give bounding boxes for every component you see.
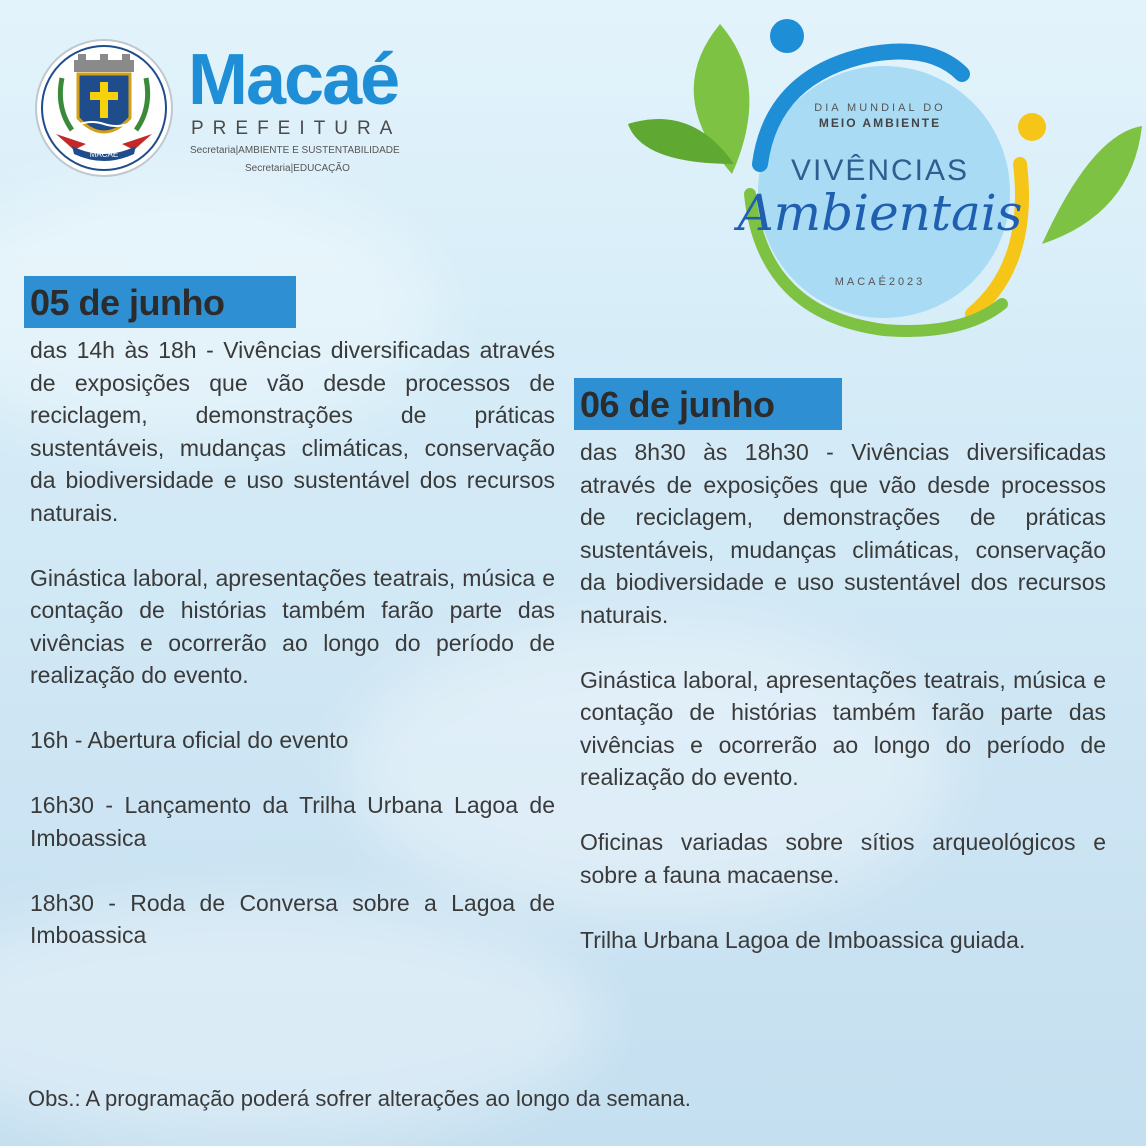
day1-date: 05 de junho xyxy=(30,282,225,323)
day1-paragraph: 18h30 - Roda de Conversa sobre a Lagoa de Imboassica xyxy=(30,889,555,948)
day2-paragraph: Ginástica laboral, apresentações teatrais, música e contação de histórias também farão parte das vivências e ocorrerão ao longo do período de realização do evento. xyxy=(580,666,1106,790)
day2-paragraph: Trilha Urbana Lagoa de Imboassica guiada. xyxy=(580,926,1026,953)
day2-paragraph: das 8h30 às 18h30 - Vivências diversificadas através de exposições que vão desde processos de reciclagem, demonstrações de práticas sustentáveis, mudanças climáticas, conservação da biodiversidade e uso sustentável dos recursos naturais. xyxy=(580,439,1106,628)
footer-note: Obs.: A programação poderá sofrer alterações ao longo da semana. xyxy=(28,1086,691,1111)
day1-paragraph: Ginástica laboral, apresentações teatrais, música e contação de histórias também farão parte das vivências e ocorrerão ao longo do período de realização do evento. xyxy=(30,564,555,688)
emblem-script: Ambientais xyxy=(737,184,1023,242)
emblem-footer: MACAÉ2023 xyxy=(834,276,926,288)
seal-text: MACAÉ xyxy=(89,150,119,159)
brand-title: Macaé xyxy=(188,40,399,120)
brand-subtitle: PREFEITURA xyxy=(191,118,402,139)
event-emblem xyxy=(622,14,1142,344)
day1-schedule xyxy=(30,334,555,952)
day2-paragraph: Oficinas variadas sobre sítios arqueológicos e sobre a fauna macaense. xyxy=(580,829,1106,888)
day2-schedule xyxy=(580,436,1106,956)
emblem-line1: DIA MUNDIAL DO xyxy=(814,102,946,114)
emblem-title: VIVÊNCIAS xyxy=(790,154,970,187)
emblem-line2: MEIO AMBIENTE xyxy=(818,116,942,130)
day1-paragraph: 16h - Abertura oficial do evento xyxy=(30,727,349,753)
secretaria-ambiente: Secretaria|AMBIENTE E SUSTENTABILIDADE xyxy=(190,145,400,156)
day2-date-banner xyxy=(574,378,842,430)
day1-paragraph: das 14h às 18h - Vivências diversificadas através de exposições que vão desde processos de reciclagem, demonstrações de práticas sustentáveis, mudanças climáticas, conservação da biodiversidade e uso sustentável dos recursos naturais. xyxy=(30,337,555,526)
day1-date-banner xyxy=(24,276,296,328)
day2-date: 06 de junho xyxy=(580,384,775,425)
secretaria-educacao: Secretaria|EDUCAÇÃO xyxy=(245,163,350,174)
prefeitura-wordmark xyxy=(188,40,428,184)
municipal-seal-logo xyxy=(34,38,174,178)
day1-paragraph: 16h30 - Lançamento da Trilha Urbana Lagoa de Imboassica xyxy=(30,792,555,851)
